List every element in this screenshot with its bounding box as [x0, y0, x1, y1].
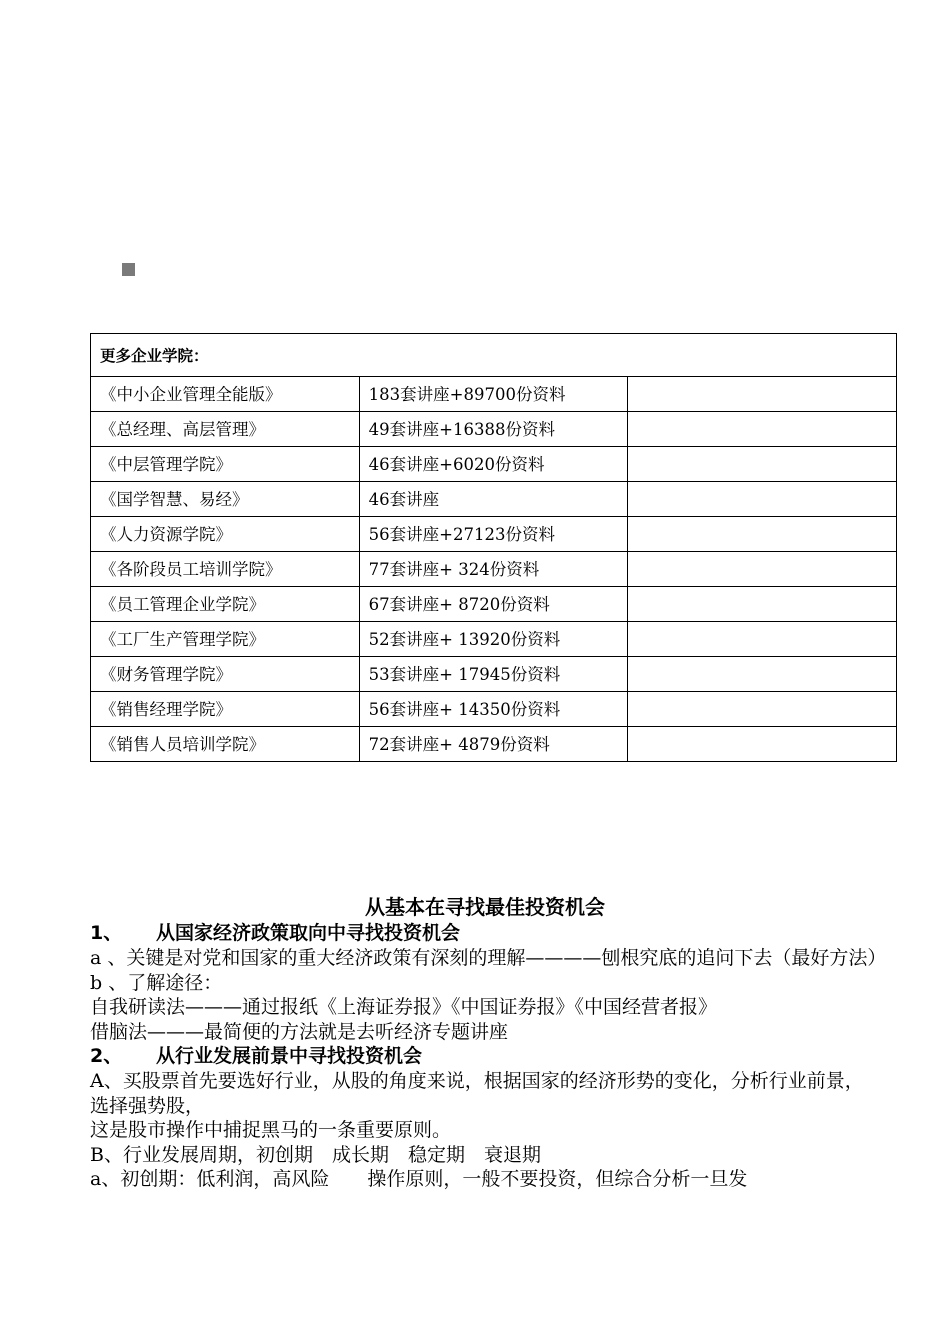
empty-cell	[628, 552, 897, 587]
section-2-number: 2、	[90, 1045, 123, 1067]
table-row	[91, 657, 897, 692]
square-bullet-icon	[122, 263, 135, 276]
table-row	[91, 447, 897, 482]
paragraph: 借脑法———最简便的方法就是去听经济专题讲座	[90, 1020, 509, 1043]
course-name-cell: 《各阶段员工培训学院》	[91, 552, 360, 587]
table-row	[91, 622, 897, 657]
article-title: 从基本在寻找最佳投资机会	[365, 895, 605, 919]
section-2-title: 从行业发展前景中寻找投资机会	[156, 1045, 423, 1067]
course-content-cell: 52套讲座+ 13920份资料	[359, 622, 628, 657]
course-content-cell: 53套讲座+ 17945份资料	[359, 657, 628, 692]
empty-cell	[628, 377, 897, 412]
section-1-number: 1、	[90, 922, 123, 944]
paragraph: B、行业发展周期，初创期 成长期 稳定期 衰退期	[90, 1143, 541, 1166]
empty-cell	[628, 482, 897, 517]
section-1-heading	[90, 921, 880, 946]
table-row	[91, 377, 897, 412]
empty-cell	[628, 727, 897, 762]
course-content-cell: 56套讲座+27123份资料	[359, 517, 628, 552]
empty-cell	[628, 622, 897, 657]
course-name-cell: 《工厂生产管理学院》	[91, 622, 360, 657]
empty-cell	[628, 587, 897, 622]
course-name-cell: 《销售人员培训学院》	[91, 727, 360, 762]
table-header-row	[91, 334, 897, 377]
paragraph: 自我研读法———通过报纸《上海证券报》《中国证券报》《中国经营者报》	[90, 996, 718, 1018]
article	[90, 893, 887, 1192]
course-name-cell: 《销售经理学院》	[91, 692, 360, 727]
paragraph: b 、了解途径：	[90, 971, 223, 994]
empty-cell	[628, 447, 897, 482]
table-header: 更多企业学院：	[91, 334, 897, 377]
course-content-cell: 49套讲座+16388份资料	[359, 412, 628, 447]
table-row	[91, 692, 897, 727]
table-row	[91, 727, 897, 762]
course-name-cell: 《中小企业管理全能版》	[91, 377, 360, 412]
course-content-cell: 72套讲座+ 4879份资料	[359, 727, 628, 762]
section-1-title: 从国家经济政策取向中寻找投资机会	[156, 922, 461, 944]
paragraph: A、买股票首先要选好行业，从股的角度来说，根据国家的经济形势的变化，分析行业前景，选择强势股，	[90, 1070, 864, 1117]
section-2-heading	[90, 1044, 880, 1069]
table-row	[91, 587, 897, 622]
table-row	[91, 482, 897, 517]
empty-cell	[628, 517, 897, 552]
paragraph: a、初创期：低利润，高风险 操作原则，一般不要投资，但综合分析一旦发	[90, 1168, 748, 1190]
course-name-cell: 《财务管理学院》	[91, 657, 360, 692]
course-content-cell: 183套讲座+89700份资料	[359, 377, 628, 412]
course-name-cell: 《人力资源学院》	[91, 517, 360, 552]
paragraph: a 、关键是对党和国家的重大经济政策有深刻的理解————刨根究底的追问下去（最好方法）	[90, 947, 887, 969]
course-name-cell: 《国学智慧、易经》	[91, 482, 360, 517]
course-content-cell: 46套讲座	[359, 482, 628, 517]
table-row	[91, 517, 897, 552]
empty-cell	[628, 657, 897, 692]
course-content-cell: 77套讲座+ 324份资料	[359, 552, 628, 587]
course-content-cell: 56套讲座+ 14350份资料	[359, 692, 628, 727]
table-row	[91, 412, 897, 447]
paragraph: 这是股市操作中捕捉黑马的一条重要原则。	[90, 1119, 452, 1141]
course-content-cell: 46套讲座+6020份资料	[359, 447, 628, 482]
course-name-cell: 《员工管理企业学院》	[91, 587, 360, 622]
course-table	[90, 333, 897, 762]
empty-cell	[628, 412, 897, 447]
course-name-cell: 《中层管理学院》	[91, 447, 360, 482]
course-name-cell: 《总经理、高层管理》	[91, 412, 360, 447]
empty-cell	[628, 692, 897, 727]
table-row	[91, 552, 897, 587]
course-content-cell: 67套讲座+ 8720份资料	[359, 587, 628, 622]
